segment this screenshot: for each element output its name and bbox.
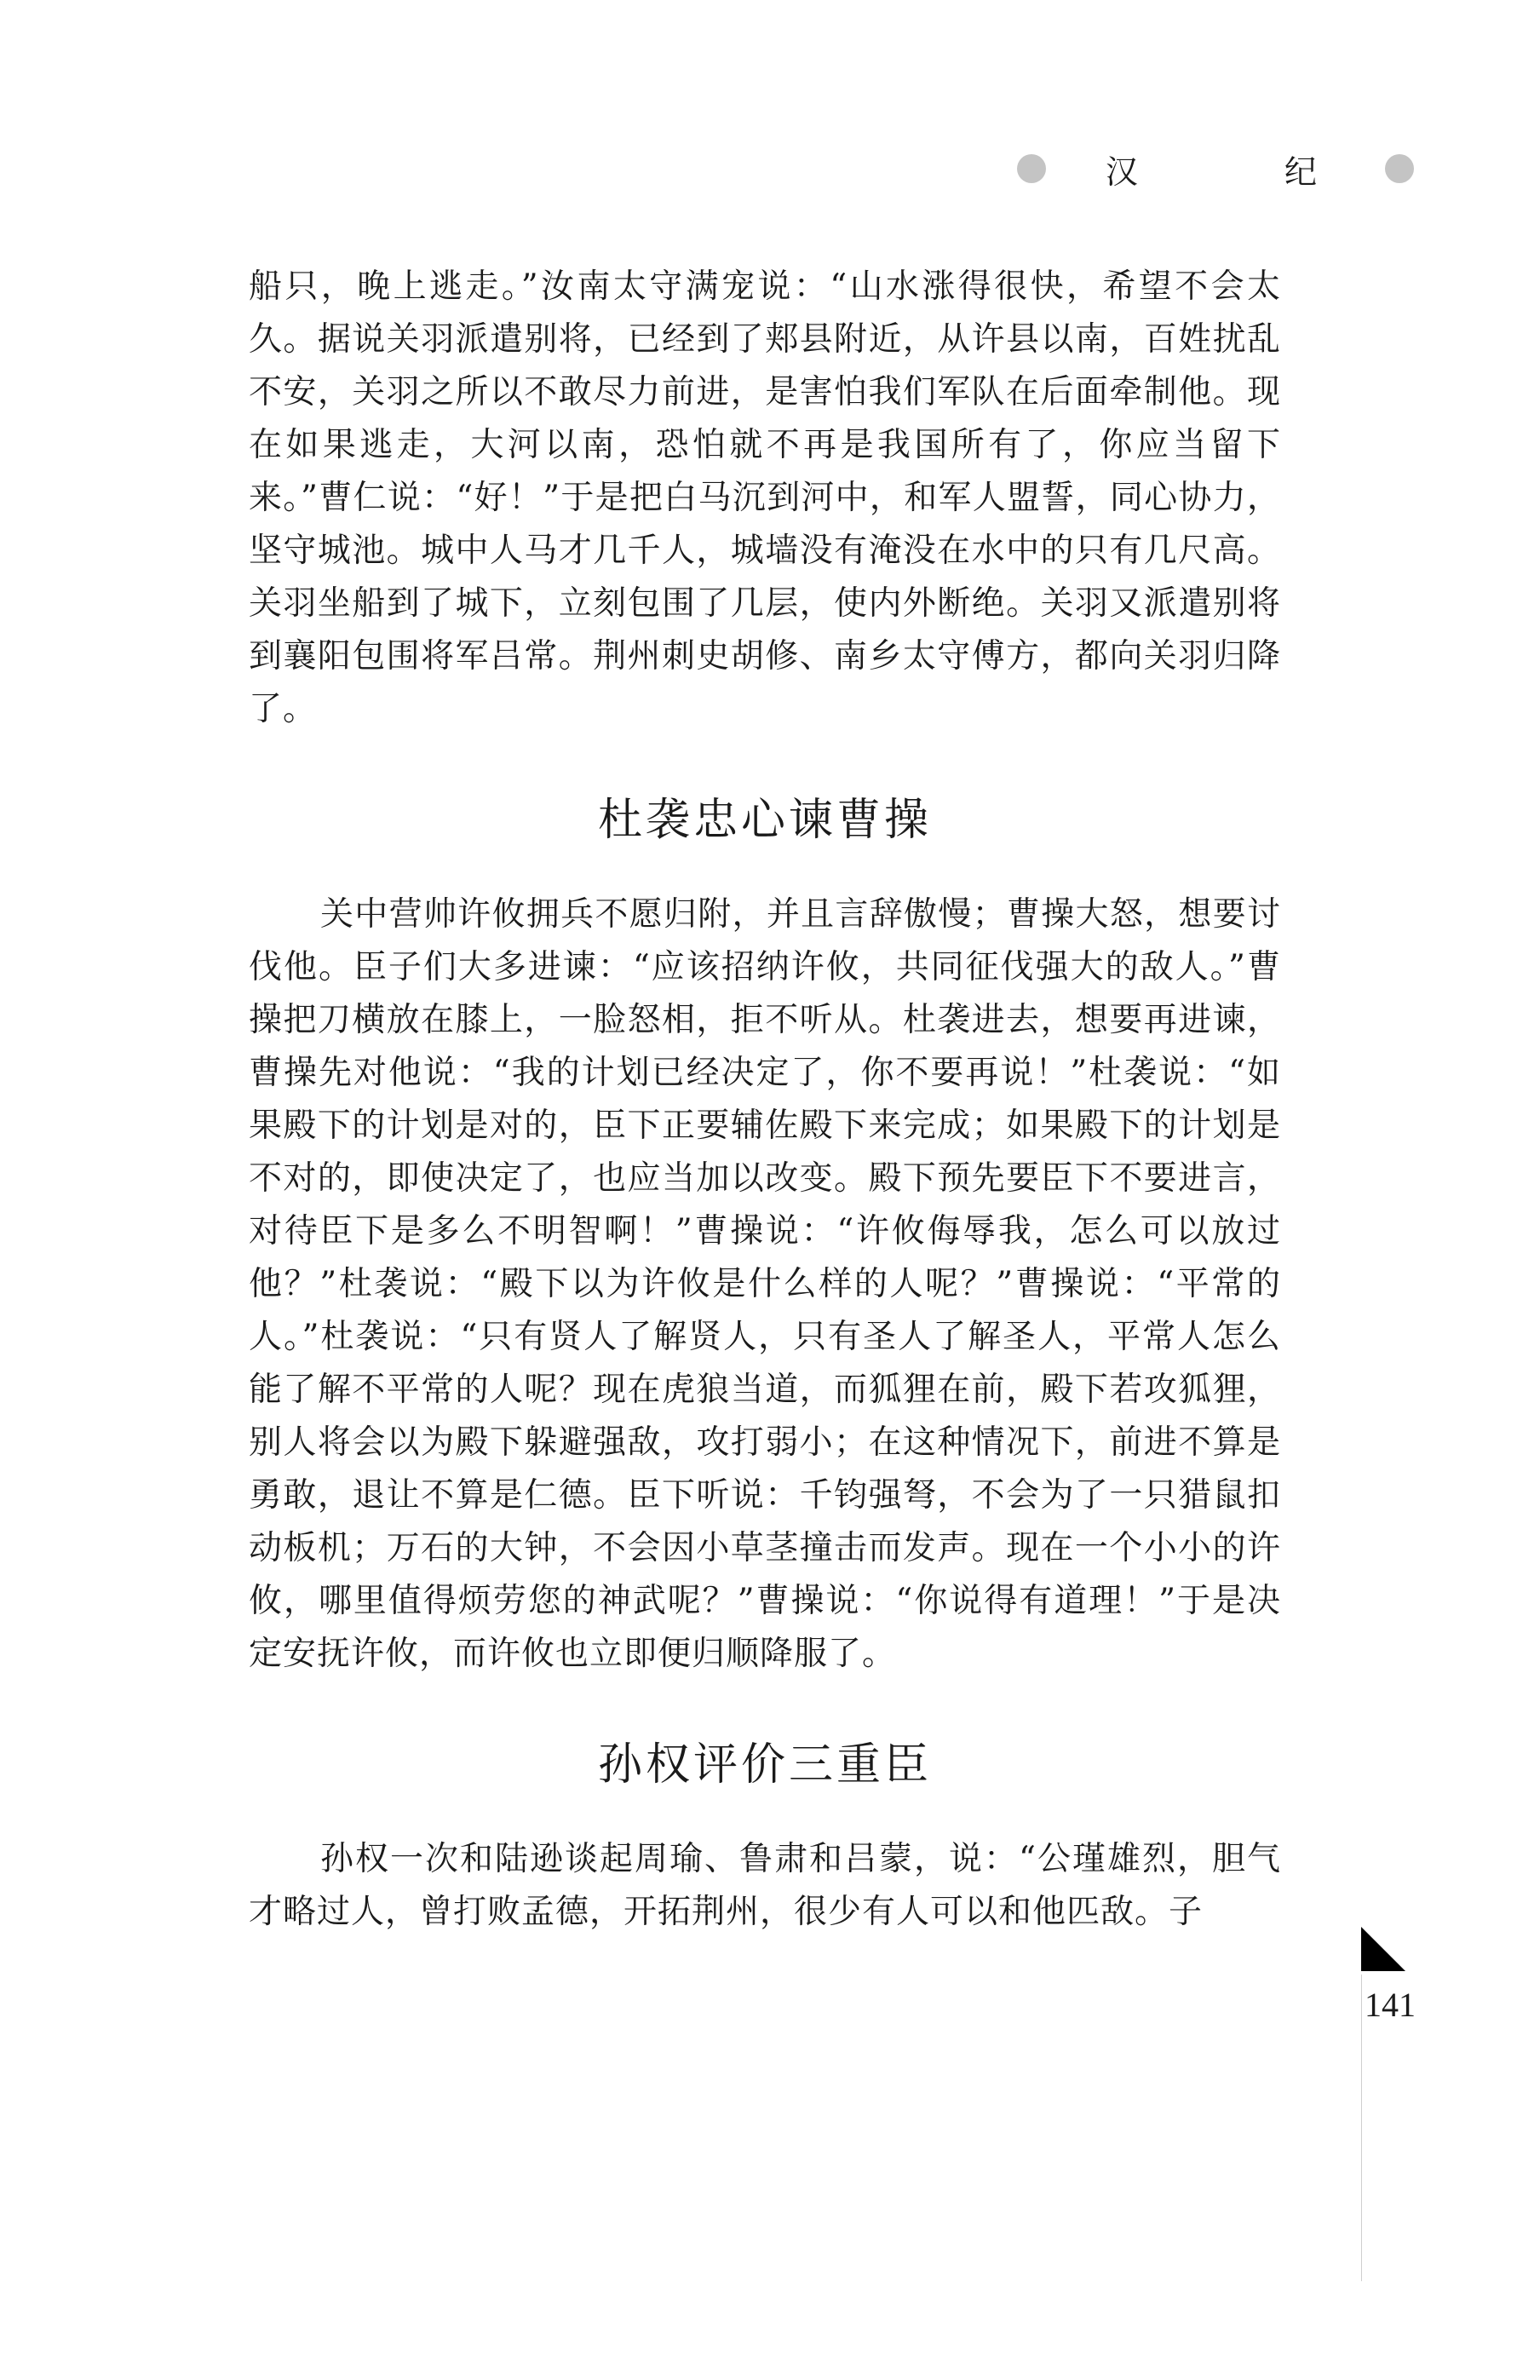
section-title-sun-quan: 孙权评价三重臣: [597, 1739, 932, 1791]
margin-rule: [1361, 1975, 1362, 2281]
running-header: [1017, 143, 1414, 194]
header-title: 汉 纪: [1105, 152, 1385, 191]
paragraph-continued: 船只，晚上逃走。”汝南太守满宠说：“山水涨得很快，希望不会太久。据说关羽派遣别将，已经到了郏县附近，从许县以南，百姓扰乱不安，关羽之所以不敢尽力前进，是害怕我们军队在后面牵制他。现在如果逃走，大河以南，恐怕就不再是我国所有了，你应当留下来。”曹仁说：“好！”于是把白马沉到河中，和军人盟誓，同心协力，坚守城池。城中人马才几千人，城墙没有淹没在水中的只有几尺高。关羽坐船到了城下，立刻包围了几层，使内外断绝。关羽又派遣别将到襄阳包围将军吕常。荆州刺史胡修、南乡太守傅方，都向关羽归降了。: [249, 267, 1281, 728]
page-body: [249, 261, 1281, 1939]
paragraph-du-xi: 关中营帅许攸拥兵不愿归附，并且言辞傲慢；曹操大怒，想要讨伐他。臣子们大多进谏：“应该招纳许攸，共同征伐强大的敌人。”曹操把刀横放在膝上，一脸怒相，拒不听从。杜袭进去，想要再进谏，曹操先对他说：“我的计划已经决定了，你不要再说！”杜袭说：“如果殿下的计划是对的，臣下正要辅佐殿下来完成；如果殿下的计划是不对的，即使决定了，也应当加以改变。殿下预先要臣下不要进言，对待臣下是多么不明智啊！”曹操说：“许攸侮辱我，怎么可以放过他？”杜袭说：“殿下以为许攸是什么样的人呢？”曹操说：“平常的人。”杜袭说：“只有贤人了解贤人，只有圣人了解圣人，平常人怎么能了解不平常的人呢？现在虎狼当道，而狐狸在前，殿下若攻狐狸，别人将会以为殿下躲避强敌，攻打弱小；在这种情况下，前进不算是勇敢，退让不算是仁德。臣下听说：千钧强弩，不会为了一只猎鼠扣动板机；万石的大钟，不会因小草茎撞击而发声。现在一个小小的许攸，哪里值得烦劳您的神武呢？”曹操说：“你说得有道理！”于是决定安抚许攸，而许攸也立即便归顺降服了。: [249, 895, 1281, 1673]
header-right-dot: [1385, 154, 1414, 183]
page-corner-triangle: [1361, 1927, 1405, 1971]
header-left-dot: [1017, 154, 1046, 183]
paragraph-sun-quan: 孙权一次和陆逊谈起周瑜、鲁肃和吕蒙，说：“公瑾雄烈，胆气才略过人，曾打败孟德，开拓荆州，很少有人可以和他匹敌。子: [249, 1840, 1281, 1931]
page-number: 141: [1365, 1986, 1416, 2024]
section-title-du-xi: 杜袭忠心谏曹操: [597, 795, 932, 846]
